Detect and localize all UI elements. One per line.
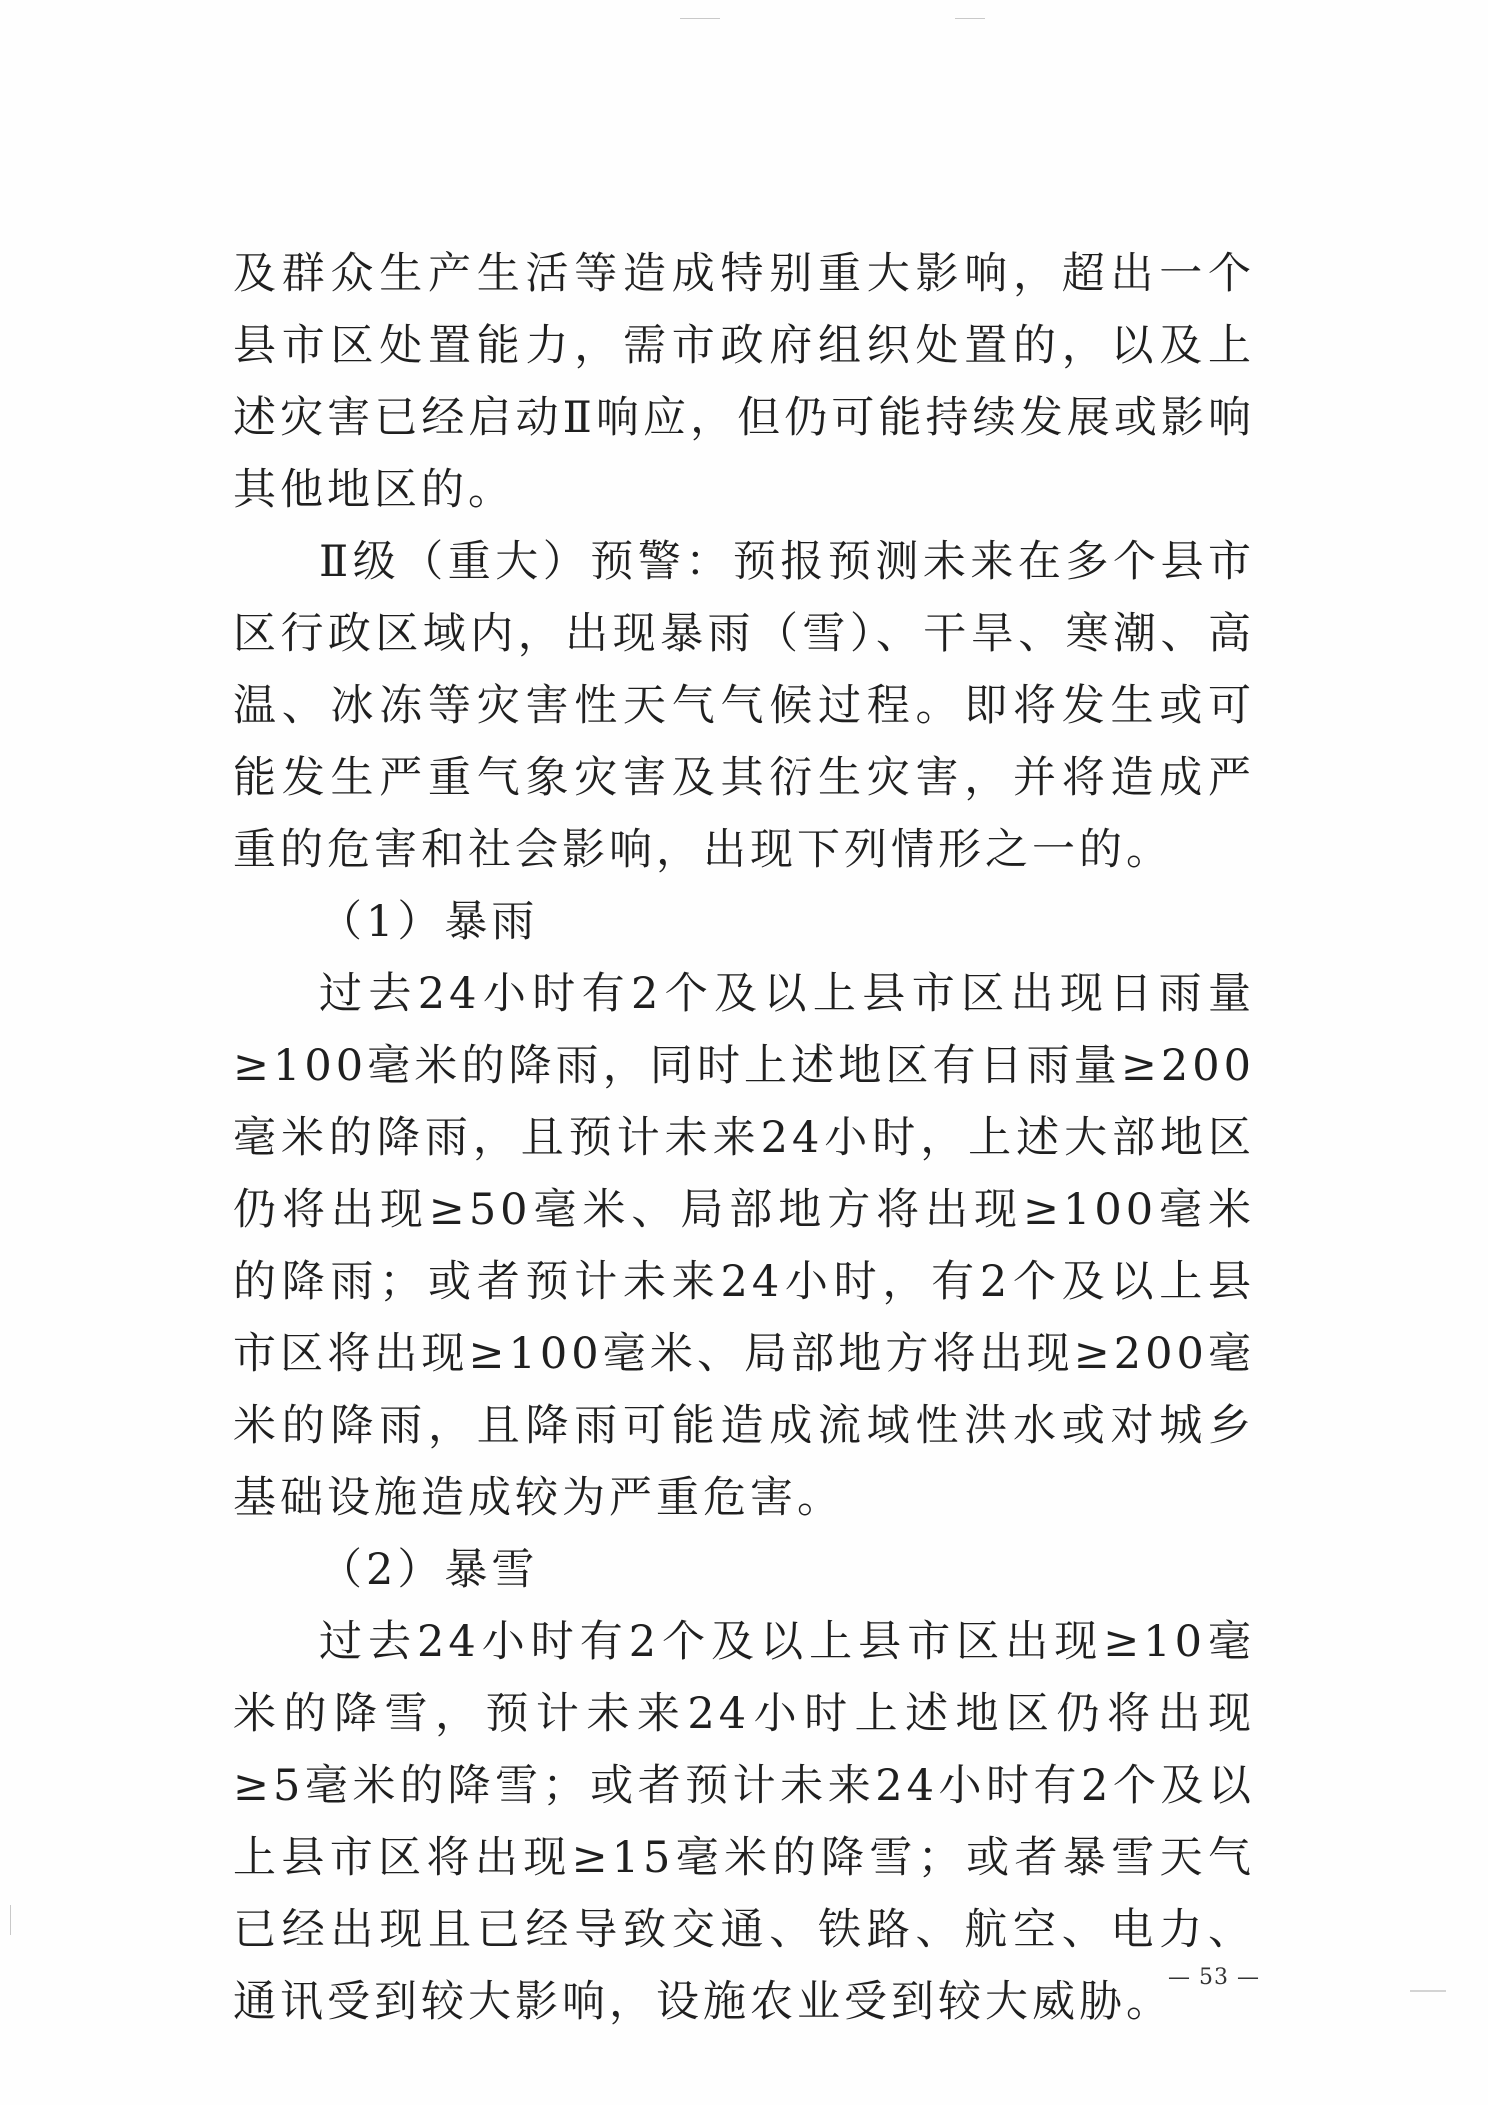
section-heading-snowstorm: （2）暴雪	[319, 1545, 539, 1595]
document-body	[233, 238, 1255, 2038]
section-heading-rainstorm: （1）暴雨	[319, 897, 539, 947]
scan-artifact	[680, 18, 720, 19]
paragraph-continuation: 及群众生产生活等造成特别重大影响，超出一个县市区处置能力，需市政府组织处置的，以及上述灾害已经启动Ⅱ响应，但仍可能持续发展或影响其他地区的。	[233, 249, 1255, 515]
page-number: — 53 —	[1168, 1965, 1260, 1990]
scan-artifact	[1410, 1990, 1446, 1992]
paragraph-level-2-warning: Ⅱ级（重大）预警：预报预测未来在多个县市区行政区域内，出现暴雨（雪）、干旱、寒潮、高温、冰冻等灾害性天气气候过程。即将发生或可能发生严重气象灾害及其衍生灾害，并将造成严重的危害和社会影响，出现下列情形之一的。	[233, 537, 1255, 875]
scan-artifact	[10, 1905, 11, 1935]
paragraph-snowstorm-criteria: 过去24小时有2个及以上县市区出现≥10毫米的降雪，预计未来24小时上述地区仍将出现≥5毫米的降雪；或者预计未来24小时有2个及以上县市区将出现≥15毫米的降雪；或者暴雪天气已经出现且已经导致交通、铁路、航空、电力、通讯受到较大影响，设施农业受到较大威胁。	[233, 1617, 1255, 2027]
paragraph-rainstorm-criteria: 过去24小时有2个及以上县市区出现日雨量≥100毫米的降雨，同时上述地区有日雨量≥200毫米的降雨，且预计未来24小时，上述大部地区仍将出现≥50毫米、局部地方将出现≥100毫米的降雨；或者预计未来24小时，有2个及以上县市区将出现≥100毫米、局部地方将出现≥200毫米的降雨，且降雨可能造成流域性洪水或对城乡基础设施造成较为严重危害。	[233, 969, 1255, 1523]
scan-artifact	[955, 18, 985, 19]
